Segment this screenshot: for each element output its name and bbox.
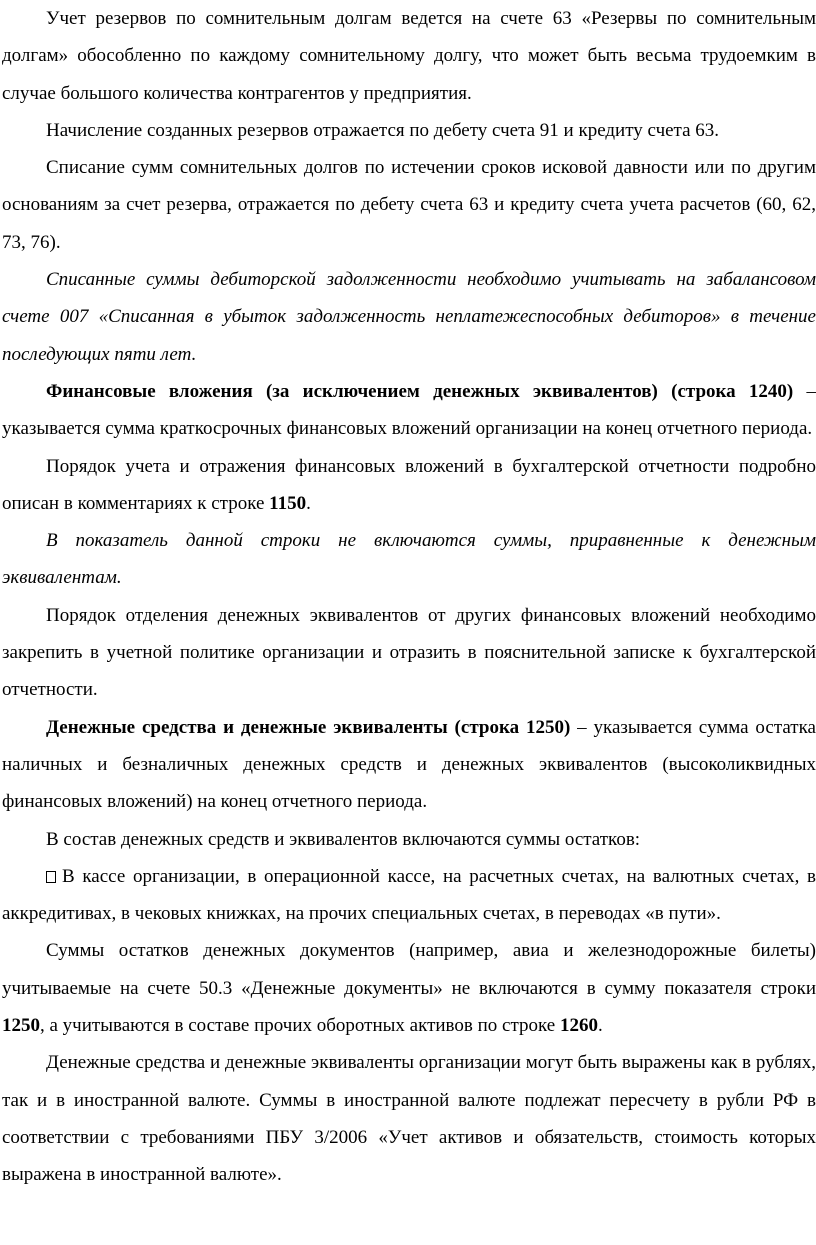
paragraph-money-documents <box>2 932 816 1044</box>
line-number-1250: 1250 <box>2 1015 40 1037</box>
heading-cash-equivalents: Денежные средства и денежные эквиваленты (строка 1250) <box>46 716 571 738</box>
text-period: . <box>306 492 311 514</box>
paragraph-reserves-accrual: Начисление созданных резервов отражается по дебету счета 91 и кредиту счета 63. <box>46 119 720 141</box>
paragraph-excluded-equivalents: В показатель данной строки не включаются суммы, приравненные к денежным эквивалентам. <box>2 530 816 589</box>
paragraph-cash-equivalents <box>2 709 816 821</box>
paragraph-bullet-cash-locations <box>2 858 816 933</box>
text-cash-equivalents: – указывается сумма остатка наличных и безналичных денежных средств и денежных эквивалентов (высоколиквидных финансовых вложений) на конец отчетного периода. <box>2 716 816 813</box>
line-number-1260: 1260 <box>559 1015 598 1037</box>
checkbox-square-icon <box>46 871 56 883</box>
text-money-documents-mid: , а учитываются в составе прочих оборотных активов по строке <box>40 1015 560 1037</box>
text-period-2: . <box>597 1015 603 1037</box>
paragraph-separation-order: Порядок отделения денежных эквивалентов от других финансовых вложений необходимо закрепить в учетной политике организации и отразить в пояснительной записке к бухгалтерской отчетности. <box>2 604 816 701</box>
text-financial-investments: – указывается сумма краткосрочных финансовых вложений организации на конец отчетного периода. <box>2 380 816 440</box>
paragraph-foreign-currency: Денежные средства и денежные эквиваленты организации могут быть выражены как в рублях, так и в иностранной валюте. Суммы в иностранной валюте подлежат пересчету в рубли РФ в соответствии с требованиями ПБУ 3/2006 «Учет активов и обязательств, стоимость которых выражена в иностранной валюте». <box>2 1052 816 1186</box>
paragraph-offbalance-account: Списанные суммы дебиторской задолженности необходимо учитывать на забалансовом счете 007 «Списанная в убыток задолженность неплатежеспособных дебиторов» в течение последующих пяти лет. <box>2 269 816 365</box>
paragraph-financial-investments <box>2 373 816 448</box>
paragraph-debt-writeoff: Списание сумм сомнительных долгов по истечении сроков исковой давности или по другим основаниям за счет резерва, отражается по дебету счета 63 и кредиту счета учета расчетов (60, 62, 73, 76). <box>2 157 816 253</box>
paragraph-reserves-accounting: Учет резервов по сомнительным долгам ведется на счете 63 «Резервы по сомнительным долгам» обособленно по каждому сомнительному долгу, что может быть весьма трудоемким в случае большого количества контрагентов у предприятия. <box>2 8 816 104</box>
text-cash-locations: В кассе организации, в операционной кассе, на расчетных счетах, на валютных счетах, в аккредитивах, в чековых книжках, на прочих специальных счетах, в переводах «в пути». <box>2 865 816 925</box>
text-investments-order: Порядок учета и отражения финансовых вложений в бухгалтерской отчетности подробно описан в комментариях к строке <box>2 455 816 514</box>
paragraph-investments-order <box>2 448 816 523</box>
paragraph-cash-composition: В состав денежных средств и эквивалентов включаются суммы остатков: <box>46 828 641 850</box>
heading-financial-investments: Финансовые вложения (за исключением денежных эквивалентов) (строка 1240) <box>46 380 794 402</box>
text-money-documents: Суммы остатков денежных документов (например, авиа и железнодорожные билеты) учитываемые на счете 50.3 «Денежные документы» не включаются в сумму показателя строки <box>2 940 816 999</box>
line-number-1150: 1150 <box>269 492 307 514</box>
